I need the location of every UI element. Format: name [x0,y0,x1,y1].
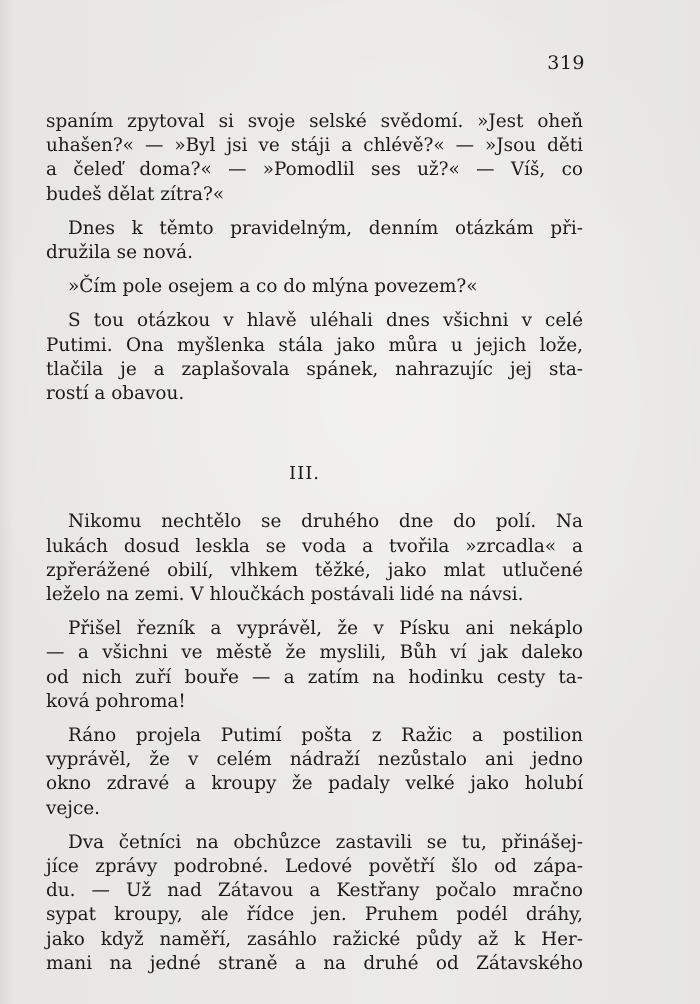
paragraph [46,617,583,714]
text-line: vejce. [46,797,101,819]
page-number: 319 [547,52,585,74]
text-line: mani na jedné straně a na druhé od Zátavského [46,952,583,974]
text-line: jako když naměří, zasáhlo ražické půdy až k Her- [46,928,583,950]
text-line: družila se nová. [46,242,193,264]
body-text [46,110,583,986]
text-line: a čeleď doma?« — »Pomodlil ses už?« — Víš, co [46,159,583,181]
text-line: budeš dělat zítra?« [46,183,225,205]
text-line: du. — Už nad Zátavou a Kestřany počalo mračno [46,880,583,902]
text-after-section [46,510,583,976]
text-line: vyprávěl, že v celém nádraží nezůstalo ani jedno [46,749,583,771]
text-line: Nikomu nechtělo se druhého dne do polí. Na [68,511,583,533]
text-line: — a všichni ve městě že myslili, Bůh ví jak daleko [46,642,583,664]
text-line: sypat kroupy, ale řídce jen. Pruhem podél dráhy, [46,904,583,926]
paragraph [46,217,583,265]
text-line: rostí a obavou. [46,383,185,405]
text-line: spaním zpytoval si svoje selské svědomí. »Jest oheň [46,111,583,132]
text-line: leželo na zemi. V hloučkách postávali lidé na návsi. [46,584,524,606]
text-line: Dnes k těmto pravidelným, denním otázkám při- [68,217,583,239]
paragraph [46,309,583,406]
paragraph [46,110,583,207]
text-line: od nich zuří bouře — a zatím na hodinku cesty ta- [46,666,583,688]
text-line: jíce zprávy podrobné. Ledové povětří šlo od zápa- [46,856,583,878]
text-line: Putimi. Ona myšlenka stála jako můra u jejich lože, [46,334,583,356]
paragraph [46,724,583,821]
text-line: »Čím pole osejem a co do mlýna povezem?« [68,276,478,298]
text-line: Ráno projela Putimí pošta z Ražic a postilion [68,725,583,747]
paragraph [46,275,583,299]
text-line: lukách dosud leskla se voda a tvořila »zrcadla« a [46,535,583,557]
text-before-section [46,110,583,406]
paragraph [46,510,583,607]
section-heading: III. [288,463,321,485]
text-line: uhašen?« — »Byl jsi ve stáji a chlévě?« — »Jsou děti [46,135,583,157]
paragraph [46,831,583,976]
text-line: Přišel řezník a vyprávěl, že v Písku ani nekáplo [68,618,583,640]
text-line: ková pohroma! [46,690,186,712]
text-line: tlačila je a zaplašovala spánek, nahrazujíc jej sta- [46,358,583,380]
text-line: Dva četníci na obchůzce zastavili se tu, přinášej- [68,831,583,853]
text-line: zpřerážené obilí, vlhkem těžké, jako mlat utlučené [46,559,583,581]
text-line: okno zdravé a kroupy že padaly velké jako holubí [46,773,583,795]
text-line: S tou otázkou v hlavě uléhali dnes všichni v celé [68,310,583,332]
